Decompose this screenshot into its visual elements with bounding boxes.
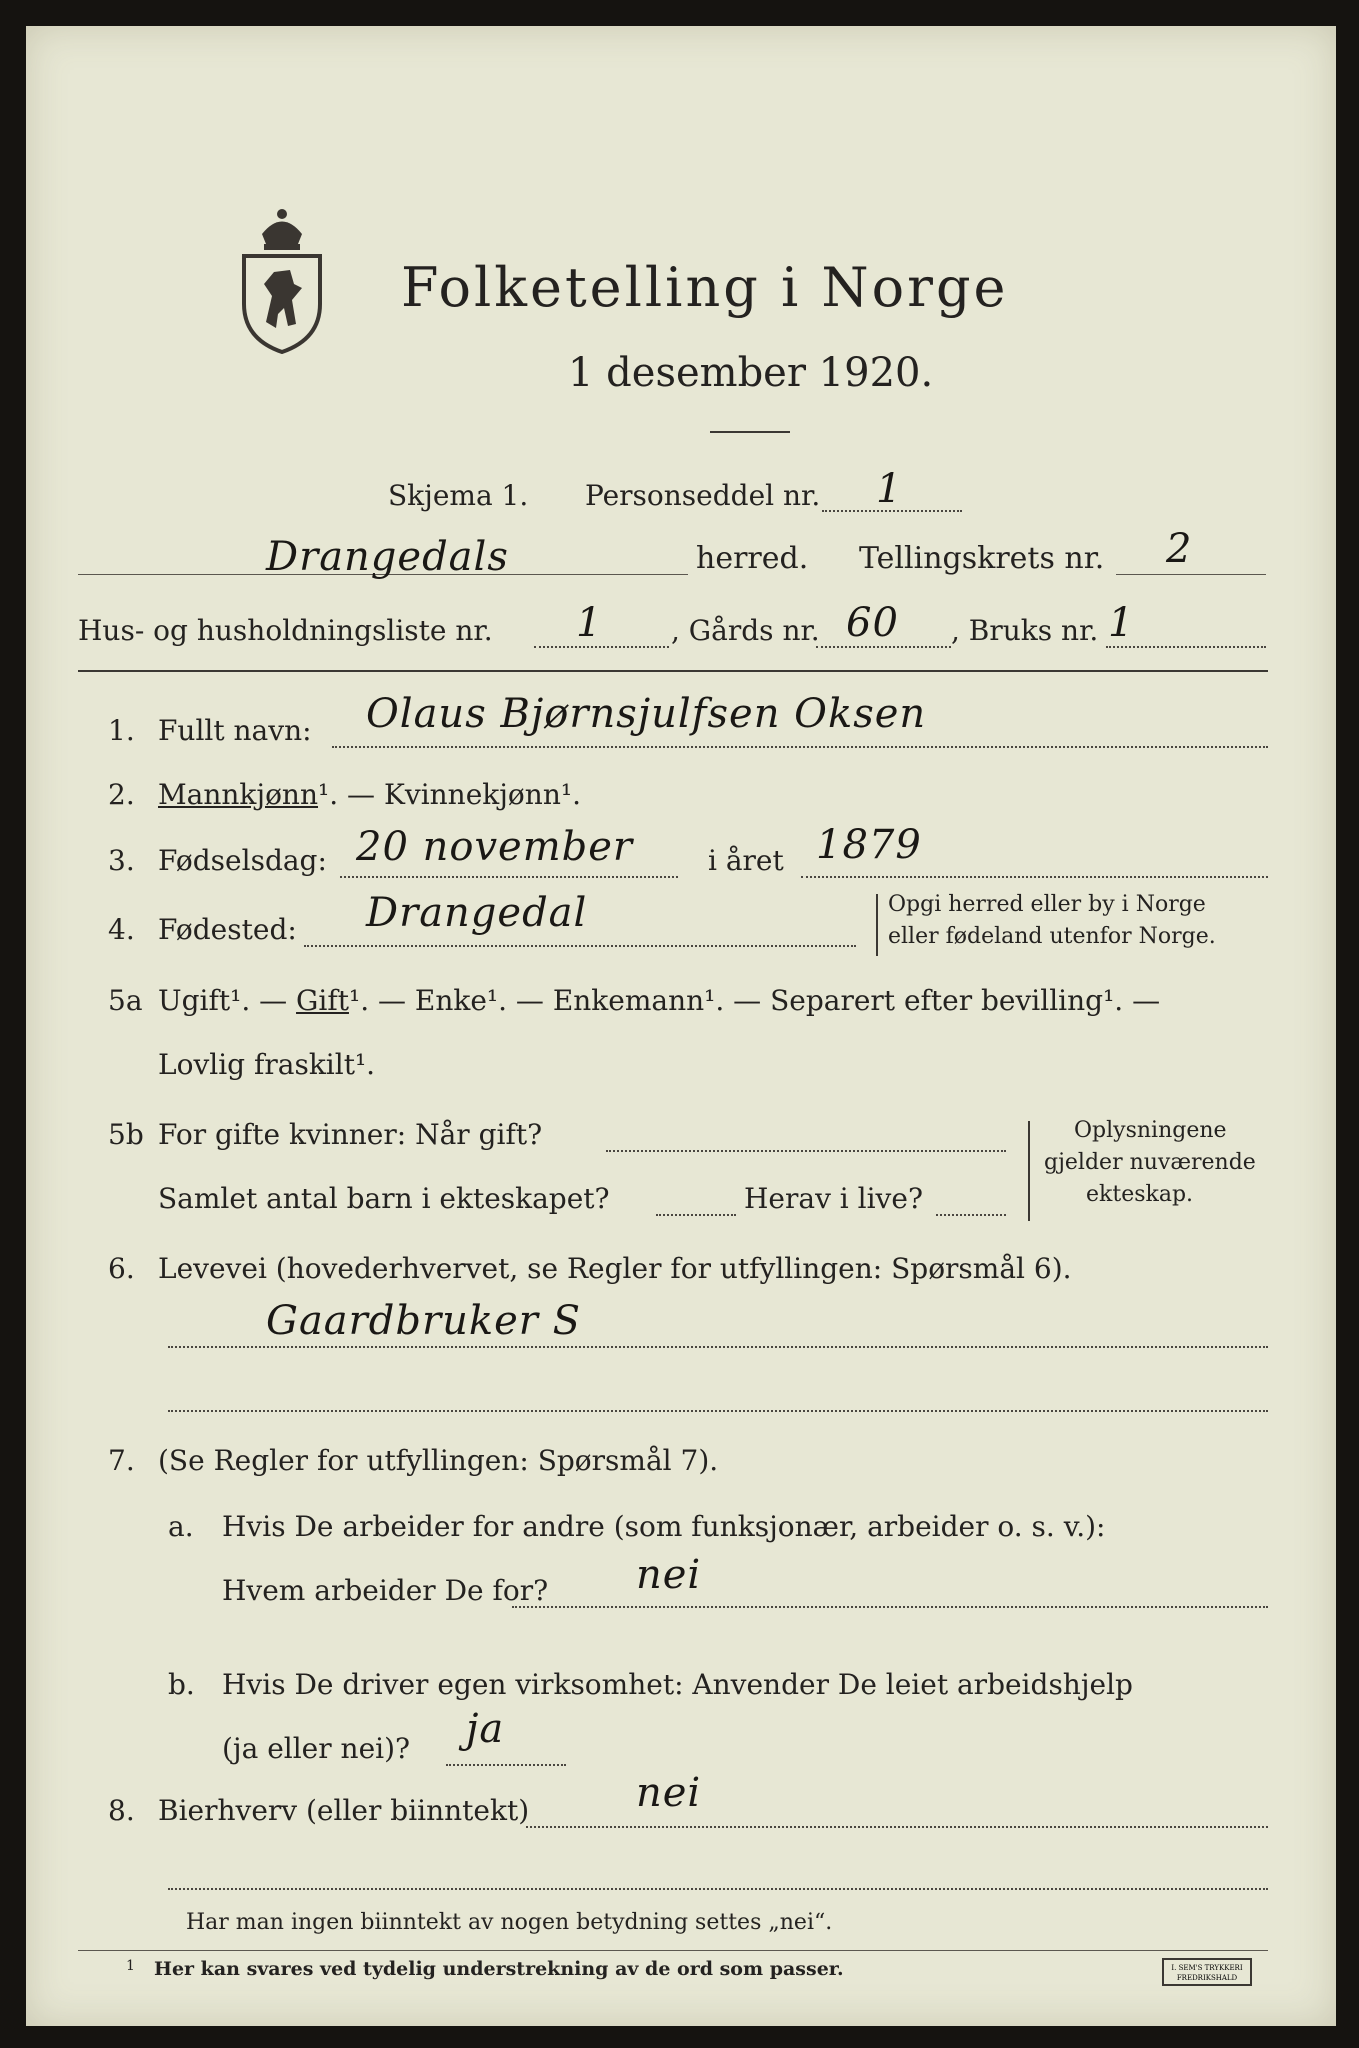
q7-label: (Se Regler for utfyllingen: Spørsmål 7). — [158, 1444, 719, 1477]
q7-number: 7. — [108, 1444, 135, 1477]
q5b-note-1: Oplysningene — [1074, 1118, 1227, 1143]
q7b-dots — [446, 1764, 566, 1766]
q4-brace — [876, 894, 878, 956]
q7a-line2: Hvem arbeider De for? — [222, 1574, 549, 1607]
personseddel-value: 1 — [876, 466, 903, 512]
schema-label: Skjema 1. — [388, 479, 529, 512]
q7a-dots — [512, 1606, 1268, 1608]
q2-number: 2. — [108, 778, 135, 811]
q1-dots — [332, 746, 1268, 748]
census-form — [26, 26, 1336, 2026]
q3-label: Fødselsdag: — [158, 844, 327, 877]
q5b-line2a-dots — [656, 1214, 736, 1216]
hus-label: Hus- og husholdningsliste nr. — [78, 614, 493, 647]
q1-value: Olaus Bjørnsjulfsen Oksen — [366, 691, 927, 737]
q8-number: 8. — [108, 1794, 135, 1827]
printer-stamp — [1162, 1958, 1252, 1986]
q8-dots — [526, 1826, 1268, 1828]
stamp-line-2: FREDRIKSHALD — [1176, 1974, 1238, 1982]
q5b-line2b: Herav i live? — [744, 1182, 923, 1215]
bruks-value: 1 — [1108, 600, 1135, 646]
q2-text — [158, 778, 581, 811]
q1-number: 1. — [108, 714, 135, 747]
gards-label: , Gårds nr. — [671, 614, 820, 647]
gards-value: 60 — [846, 600, 899, 646]
q6-number: 6. — [108, 1252, 135, 1285]
title-rule — [710, 431, 790, 433]
q5b-line2a: Samlet antal barn i ekteskapet? — [158, 1182, 610, 1215]
q5a-line2: Lovlig fraskilt¹. — [158, 1048, 376, 1081]
q5b-note-2: gjelder nuværende — [1044, 1150, 1256, 1175]
q4-note-2: eller fødeland utenfor Norge. — [888, 924, 1216, 949]
hus-dots — [534, 646, 669, 648]
q7b-line1: Hvis De driver egen virksomhet: Anvender De leiet arbeidshjelp — [222, 1668, 1133, 1701]
form-title: Folketelling i Norge — [401, 256, 1009, 319]
herred-label: herred. — [696, 541, 809, 576]
q5b-line1-dots — [606, 1150, 1006, 1152]
q1-label: Fullt navn: — [158, 714, 312, 747]
footnote-mark: 1 — [126, 1958, 135, 1974]
tellingskrets-line — [1116, 574, 1266, 575]
q5b-line2b-dots — [936, 1214, 1006, 1216]
personseddel-label: Personseddel nr. — [585, 479, 821, 512]
bruks-label: , Bruks nr. — [951, 614, 1099, 647]
hus-value: 1 — [576, 600, 603, 646]
q3-year-label: i året — [708, 844, 784, 877]
q3-year-dots — [801, 876, 1268, 878]
tellingskrets-value: 2 — [1166, 526, 1193, 572]
q5b-line1: For gifte kvinner: Når gift? — [158, 1118, 543, 1151]
census-date: 1 desember 1920. — [568, 350, 934, 396]
q2-mann: Mannkjønn — [158, 778, 319, 811]
q3-value: 20 november — [356, 824, 634, 870]
q7a-number: a. — [168, 1510, 194, 1543]
q7b-number: b. — [168, 1668, 195, 1701]
q5b-note-3: ekteskap. — [1086, 1182, 1194, 1207]
q4-note-1: Opgi herred eller by i Norge — [888, 892, 1206, 917]
q5a-gift: Gift — [296, 984, 349, 1017]
q4-value: Drangedal — [366, 890, 588, 936]
q3-dots — [340, 876, 678, 878]
q8-value: nei — [636, 1770, 702, 1816]
q4-number: 4. — [108, 913, 135, 946]
q6-label: Levevei (hovederhvervet, se Regler for utfyllingen: Spørsmål 6). — [158, 1252, 1072, 1285]
q8-label: Bierhverv (eller biinntekt) — [158, 1794, 530, 1827]
q7b-line2: (ja eller nei)? — [222, 1732, 411, 1765]
q6-line-2 — [168, 1410, 1268, 1412]
q7a-line1: Hvis De arbeider for andre (som funksjonær, arbeider o. s. v.): — [222, 1510, 1106, 1543]
footnote-text: Her kan svares ved tydelig understrekning av de ord som passer. — [154, 1958, 844, 1980]
q5a-text — [158, 984, 1160, 1017]
coat-of-arms-icon — [232, 204, 332, 354]
q6-line-1 — [168, 1346, 1268, 1348]
herred-value: Drangedals — [266, 534, 509, 580]
q2-end: ¹. — [560, 778, 581, 811]
q6-value: Gaardbruker S — [266, 1298, 582, 1344]
q5b-brace — [1028, 1121, 1030, 1221]
tellingskrets-label: Tellingskrets nr. — [859, 541, 1105, 576]
q3-year-value: 1879 — [816, 822, 922, 868]
q2-sep: ¹. — — [318, 778, 384, 811]
bruks-dots — [1106, 646, 1266, 648]
q7b-value: ja — [466, 1706, 505, 1752]
header-divider — [78, 670, 1268, 672]
q8-line-2 — [168, 1888, 1268, 1890]
q2-kvinne: Kvinnekjønn — [383, 778, 561, 811]
footer-note: Har man ingen biinntekt av nogen betydning settes „nei“. — [186, 1910, 833, 1935]
q5b-number: 5b — [108, 1118, 144, 1151]
gards-dots — [816, 646, 951, 648]
stamp-line-1: I. SEM'S TRYKKERI — [1171, 1964, 1243, 1972]
q5a-ugift: Ugift¹. — — [158, 984, 297, 1017]
q5a-rest: ¹. — Enke¹. — Enkemann¹. — Separert efter bevilling¹. — — [348, 984, 1161, 1017]
q3-number: 3. — [108, 844, 135, 877]
q4-dots — [304, 945, 856, 947]
footer-divider — [78, 1950, 1268, 1951]
q5a-number: 5a — [108, 984, 143, 1017]
q7a-value: nei — [636, 1552, 702, 1598]
q4-label: Fødested: — [158, 913, 297, 946]
